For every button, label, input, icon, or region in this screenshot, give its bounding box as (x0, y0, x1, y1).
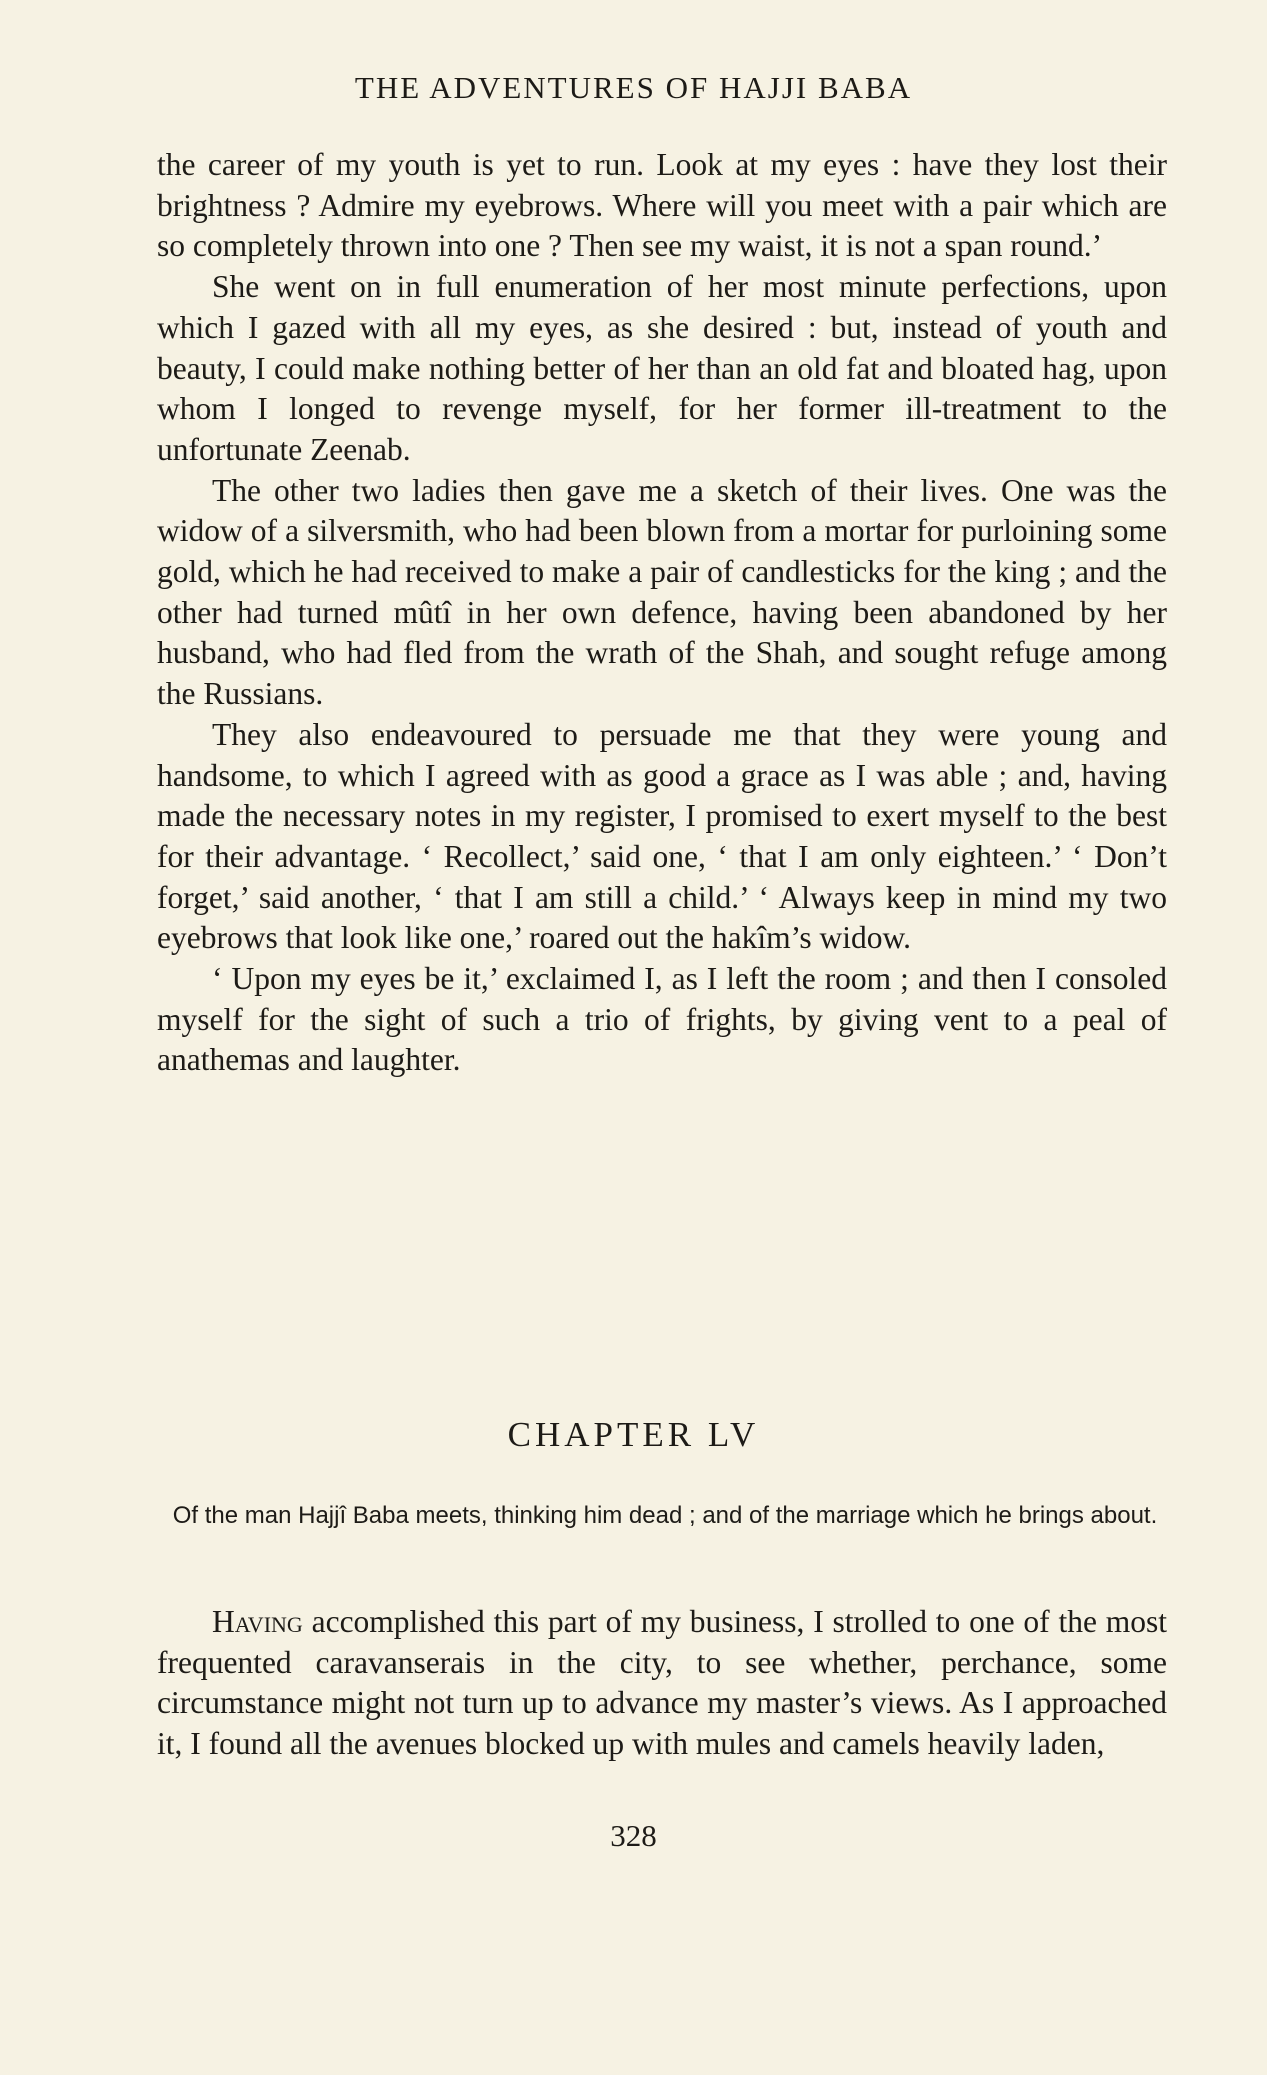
paragraph: She went on in full enumeration of her most minute perfections, upon which I gazed with all my eyes, as she desired : but, instead of youth and beauty, I could make nothing better of her than an old fat and bloated hag, upon whom I longed to revenge myself, for her former ill-treatment to the unfortunate Zeenab. (157, 269, 1167, 467)
chapter-summary: Of the man Hajjî Baba meets, thinking him dead ; and of the marriage which he brings about. (172, 1502, 1158, 1529)
running-head: THE ADVENTURES OF HAJJI BABA (354, 70, 913, 105)
chapter-opening-word: Having (212, 1604, 303, 1639)
body-text-before-chapter (157, 145, 1167, 1081)
paragraph: They also endeavoured to persuade me that they were young and handsome, to which I agreed with as good a grace as I was able ; and, having made the necessary notes in my register, I promised to exert myself to the best for their advantage. ‘ Recollect,’ said one, ‘ that I am only eighteen.’ ‘ Don’t forget,’ said another, ‘ that I am still a child.’ ‘ Always keep in mind my two eyebrows that look like one,’ roared out the hakîm’s widow. (157, 716, 1167, 956)
chapter-opening-paragraph (157, 1602, 1167, 1765)
chapter-title: CHAPTER LV (507, 1415, 760, 1454)
chapter-body-text (157, 1602, 1167, 1765)
paragraph: The other two ladies then gave me a sketch of their lives. One was the widow of a silversmith, who had been blown from a mortar for purloining some gold, which he had received to make a pair of candlesticks for the king ; and the other had turned mûtî in her own defence, having been abandoned by her husband, who had fled from the wrath of the Shah, and sought refuge among the Russians. (157, 472, 1167, 712)
chapter-opening-text: accomplished this part of my business, I strolled to one of the most frequented caravanserais in the city, to see whether, perchance, some circumstance might not turn up to advance my master’s views. As I approached it, I found all the avenues blocked up with mules and camels heavily laden, (157, 1604, 1167, 1762)
paragraph-continued: the career of my youth is yet to run. Look at my eyes : have they lost their brightness ? Admire my eyebrows. Where will you meet with a pair which are so completely thrown into one ? Then see my waist, it is not a span round.’ (157, 147, 1167, 264)
paragraph: ‘ Upon my eyes be it,’ exclaimed I, as I left the room ; and then I consoled myself for the sight of such a trio of frights, by giving vent to a peal of anathemas and laughter. (157, 961, 1167, 1078)
page-number: 328 (610, 1818, 657, 1853)
